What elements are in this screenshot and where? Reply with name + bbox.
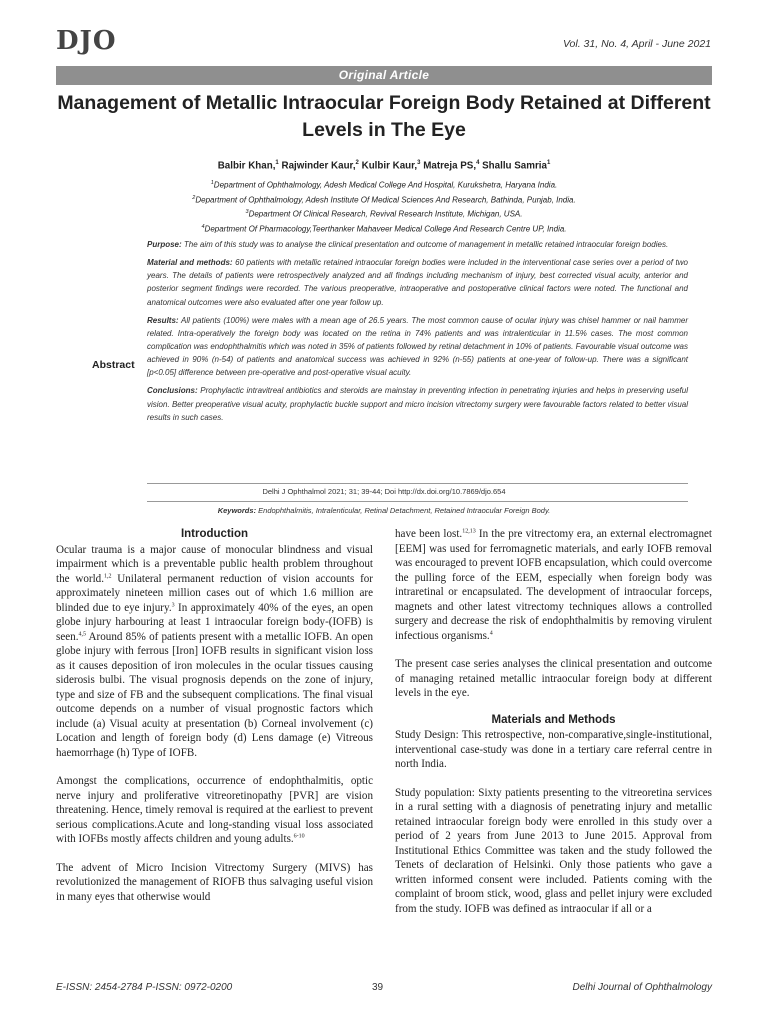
author-name: Rajwinder Kaur,	[281, 160, 356, 172]
abstract-section	[147, 238, 688, 251]
abstract-section-text: All patients (100%) were males with a mean age of 26.5 years. The most common cause of ocular injury was chisel hammer or nail hammer related. Intra-operatively the foreign body was located on the retina in 74% patients and was intralenticular in 11.5% cases. The most common complication was endophthalmitis which was noted in 35% of patients followed by retinal detachment in 10% of patients. Favourable visual outcome was achieved in 90% (n-54) of patients and anatomical success was achieved in 92% (n-55) patients at one-year of follow-up. There was a significant [p<0.05] difference between pre-operative and post-operative visual acuity.	[147, 315, 688, 378]
keywords-text: Endophthalmitis, Intralenticular, Retinal Detachment, Retained Intraocular Foreign Body.	[258, 506, 551, 515]
keywords	[56, 506, 712, 515]
body-text: In approximately 40% of the eyes, an open globe injury harbouring at least 1 intraocular foreign body-(IOFB) is seen.	[56, 601, 373, 643]
body-paragraph	[56, 774, 373, 847]
body-text: The present case series analyses the clinical presentation and outcome of managing retained metallic intraocular foreign body at different levels in the eye.	[395, 658, 712, 699]
journal-name: Delhi Journal of Ophthalmology	[572, 982, 712, 993]
body-paragraph	[395, 657, 712, 701]
affiliation-text: Department of Ophthalmology, Adesh Institute Of Medical Sciences And Research, Bathinda, Punjab, India.	[195, 195, 576, 205]
abstract-section-head: Purpose:	[147, 240, 182, 249]
introduction-continued	[395, 527, 712, 701]
author-affiliation-mark: 2	[355, 160, 359, 166]
author-affiliation-mark: 4	[476, 160, 480, 166]
section-heading-introduction: Introduction	[180, 528, 249, 540]
divider	[147, 483, 688, 484]
body-text: Study Design: This retrospective, non-comparative,single-institutional, interventional case-study was done in a tertiary care referral centre in north India.	[395, 729, 712, 770]
body-text: The advent of Micro Incision Vitrectomy Surgery (MIVS) has revolutionized the management of RIOFB thus salvaging useful vision in many eyes that otherwise would	[56, 861, 373, 903]
author-name: Shallu Samria	[482, 160, 547, 172]
body-text: Study population: Sixty patients presenting to the vitreoretina services in a rural setting with a diagnosis of penetrating injury and metallic retained intraocular foreign body were enrolled in this study over a period of 2 years from June 2013 to June 2015. Approval from Institutional Ethics Committee was taken and the study followed the Tenets of declaration of Helsinki. Only those patients who gave a written informed consent were included. Patients coming with the complaint of broom stick, wood, glass and pellet injury were excluded from the study. IOFB was defined as intraocular if all or a	[395, 786, 712, 915]
body-text: Amongst the complications, occurrence of endophthalmitis, optic nerve injury and proliferative vitreoretinopathy [PVR] are vision threatening. Hence, timely removal is required at the earliest to prevent serious complications.Acute and long-standing visual loss associated with IOFBs mostly affects children and young adults.	[56, 775, 373, 845]
methods-text	[395, 728, 712, 916]
issn: E-ISSN: 2454-2784 P-ISSN: 0972-0200	[56, 982, 233, 993]
affiliation-text: Department Of Pharmacology,Teerthanker Mahaveer Medical College And Research Centre UP, India.	[204, 224, 567, 234]
abstract-section	[147, 314, 688, 380]
author-name: Balbir Khan,	[217, 160, 276, 172]
abstract-section-text: The aim of this study was to analyse the clinical presentation and outcome of management in metallic retained intraocular foreign bodies.	[183, 240, 669, 249]
body-text: Unilateral permanent reduction of vision accounts for approximately nineteen million cases out of which 1.6 million are blinded due to eye injury.	[56, 572, 374, 614]
author-affiliation-mark: 1	[275, 160, 279, 166]
body-text: Around 85% of patients present with a metallic IOFB. An open globe injury with ferrous [Iron] IOFB results in significant vision loss as it causes deposition of iron molecules in the ocular tissues causing siderosis bulbi. The visual prognosis depends on the zone of injury, type and size of FB and the subsequent complications. The final visual outcome depends on a number of visual prognostic factors which include (a) Visual acuity at presentation (b) Corneal involvement (c) Location and length of foreign body (d) Lens damage (e) Vitreous haemorrhage (h) Type of IOFB.	[56, 630, 373, 759]
issue-info: Vol. 31, No. 4, April - June 2021	[562, 38, 711, 50]
abstract-body	[147, 238, 688, 429]
author-affiliation-mark: 3	[417, 160, 421, 166]
author-list	[56, 160, 712, 171]
affiliation-mark: 2	[192, 194, 196, 201]
left-column	[56, 527, 373, 918]
author-name: Matreja PS,	[423, 160, 477, 172]
affiliation-mark: 4	[201, 223, 205, 230]
body-text: Ocular trauma is a major cause of monocular blindness and visual impairment which is a preventable public health problem throughout the world.	[56, 543, 373, 585]
abstract-section	[147, 384, 688, 424]
abstract-section-head: Material and methods:	[147, 258, 233, 267]
body-paragraph	[395, 786, 712, 917]
right-column	[395, 527, 712, 930]
body-paragraph	[56, 861, 373, 905]
citation-ref: 4,5	[78, 630, 86, 637]
citation-ref: 6-10	[293, 833, 305, 840]
divider	[147, 501, 688, 502]
abstract-section-text: Prophylactic intravitreal antibiotics and steroids are mainstay in preventing infection in penetrating injuries and helps in preserving useful vision. Better preoperative visual acuity, prophylactic buckle support and micro incision vitrectomy surgery were favourable factors related to better visual results in such cases.	[147, 386, 688, 422]
affiliation-line	[56, 192, 712, 207]
body-text: have been lost.	[395, 528, 463, 540]
abstract-section	[147, 256, 688, 309]
affiliation-text: Department Of Clinical Research, Revival Research Institute, Michigan, USA.	[248, 209, 523, 219]
author-name: Kulbir Kaur,	[361, 160, 418, 172]
introduction-text	[56, 543, 373, 905]
abstract-section-head: Results:	[147, 315, 179, 325]
citation-ref: 12,13	[462, 528, 476, 535]
affiliation-line	[56, 221, 712, 236]
section-heading-methods: Materials and Methods	[491, 713, 616, 726]
journal-logo: DJO	[56, 26, 117, 56]
body-paragraph	[395, 728, 712, 772]
abstract-section-head: Conclusions:	[147, 386, 198, 396]
affiliation-line	[56, 177, 712, 192]
keywords-label: Keywords:	[217, 506, 257, 515]
affiliation-text: Department of Ophthalmology, Adesh Medical College And Hospital, Kurukshetra, Haryana India.	[213, 180, 558, 190]
citation-doi: Delhi J Ophthalmol 2021; 31; 39-44; Doi http://dx.doi.org/10.7869/djo.654	[262, 487, 506, 496]
abstract-label: Abstract	[92, 359, 135, 371]
body-text: In the pre vitrectomy era, an external electromagnet [EEM] was used for ferromagnetic materials, and early IOFB removal was encouraged to prevent IOFB encapsulation, which could overcome the pulling force of the EEM, especially when foreign body was intraretinal or encapsulated. The development of intraocular forceps, magnets and other latest vitrectomy techniques allows a controlled surgery and decrease the risk of endophthalmitis by removing virulent infectious organisms.	[395, 528, 713, 642]
abstract-section-text: 60 patients with metallic retained intraocular foreign bodies were included in the interventional case series over a period of two years. The details of patients were retrospectively analyzed and all findings including mechanism of injury, best corrected visual acuity, anterior and posterior segment findings were recorded. The various preoperative, intraoperative and postoperative clinical factors were noted. The functional and anatomical outcomes were also evaluated after one year follow up.	[147, 258, 688, 307]
affiliation-line	[56, 206, 712, 221]
citation-ref: 3	[171, 601, 175, 608]
affiliation-mark: 1	[210, 180, 214, 186]
article-type-band: Original Article	[56, 66, 712, 85]
body-paragraph	[395, 527, 712, 643]
article-title: Management of Metallic Intraocular Foreign Body Retained at Different Levels in The Eye	[57, 92, 711, 141]
body-paragraph	[56, 543, 373, 761]
page-number: 39	[372, 982, 384, 993]
author-affiliation-mark: 1	[546, 160, 551, 166]
affiliation-mark: 3	[245, 209, 249, 216]
affiliations	[56, 177, 712, 236]
citation-ref: 4	[489, 629, 493, 636]
citation-ref: 1,2	[103, 572, 112, 579]
